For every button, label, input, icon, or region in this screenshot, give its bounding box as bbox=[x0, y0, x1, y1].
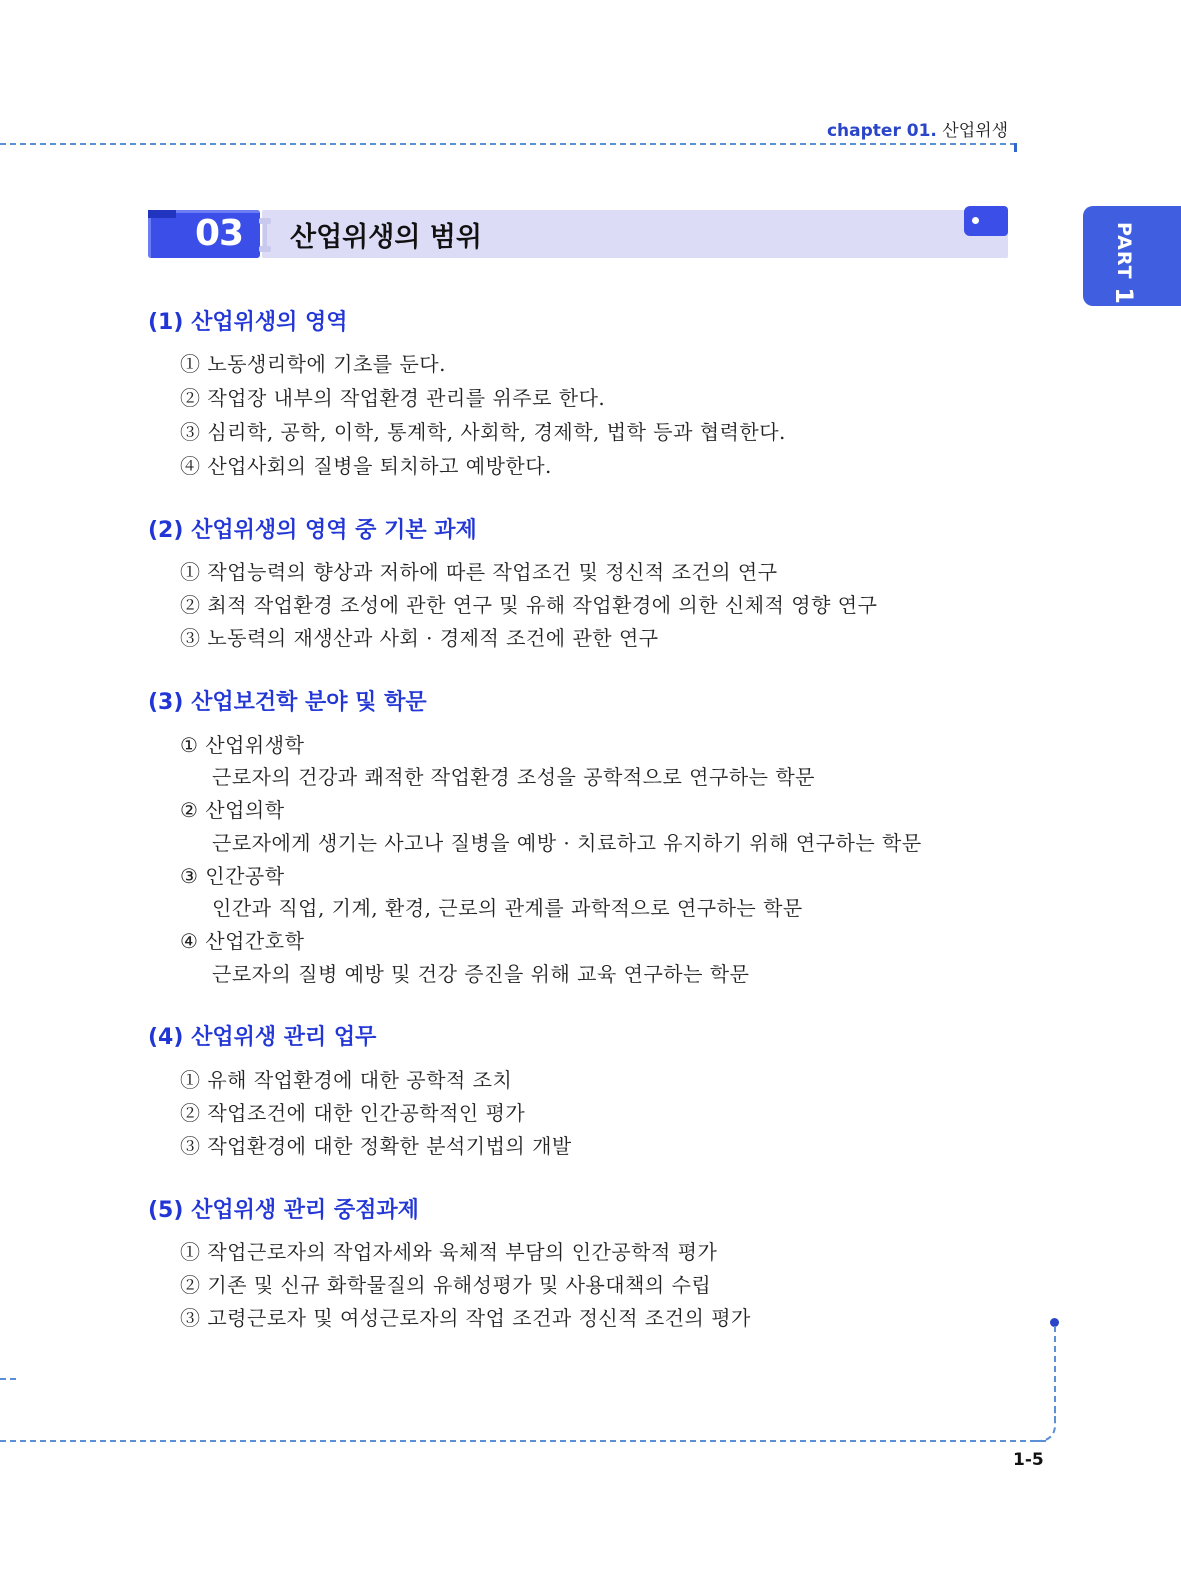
chapter-label: chapter 01. bbox=[826, 121, 937, 141]
banner-clip-icon bbox=[258, 218, 272, 252]
banner-tag-icon bbox=[964, 206, 1008, 236]
field-title: ② 산업의학 bbox=[180, 798, 285, 822]
list-item: ③ 고령근로자 및 여성근로자의 작업 조건과 정신적 조건의 평가 bbox=[180, 1306, 751, 1330]
list-item: ④ 산업사회의 질병을 퇴치하고 예방한다. bbox=[180, 454, 552, 478]
section-heading: (2) 산업위생의 영역 중 기본 과제 bbox=[148, 518, 477, 543]
field-description: 근로자의 질병 예방 및 건강 증진을 위해 교육 연구하는 학문 bbox=[212, 962, 750, 986]
footer-divider bbox=[0, 1440, 1046, 1442]
footer-corner bbox=[1036, 1406, 1056, 1442]
list-item: ① 유해 작업환경에 대한 공학적 조치 bbox=[180, 1068, 513, 1092]
part-number: 1 bbox=[1110, 287, 1138, 305]
section-heading: (4) 산업위생 관리 업무 bbox=[148, 1025, 377, 1050]
list-item: ① 노동생리학에 기초를 둔다. bbox=[180, 352, 446, 376]
section-heading: (3) 산업보건학 분야 및 학문 bbox=[148, 690, 427, 715]
header-divider-tick bbox=[1014, 143, 1017, 152]
part-tab-text bbox=[1110, 222, 1138, 305]
part-label: PART bbox=[1113, 222, 1135, 280]
chapter-title: 산업위생 bbox=[942, 121, 1008, 141]
list-item: ① 작업능력의 향상과 저하에 따른 작업조건 및 정신적 조건의 연구 bbox=[180, 560, 778, 584]
field-title: ④ 산업간호학 bbox=[180, 929, 305, 953]
field-description: 인간과 직업, 기계, 환경, 근로의 관계를 과학적으로 연구하는 학문 bbox=[212, 896, 803, 920]
list-item: ① 작업근로자의 작업자세와 육체적 부담의 인간공학적 평가 bbox=[180, 1240, 718, 1264]
field-description: 근로자에게 생기는 사고나 질병을 예방 · 치료하고 유지하기 위해 연구하는 학문 bbox=[212, 831, 922, 855]
list-item: ② 작업장 내부의 작업환경 관리를 위주로 한다. bbox=[180, 386, 606, 410]
list-item: ③ 심리학, 공학, 이학, 통계학, 사회학, 경제학, 법학 등과 협력한다. bbox=[180, 420, 786, 444]
footer-left-dash bbox=[0, 1378, 16, 1380]
field-title: ① 산업위생학 bbox=[180, 733, 305, 757]
section-heading: (5) 산업위생 관리 중점과제 bbox=[148, 1198, 419, 1223]
section-title: 산업위생의 범위 bbox=[290, 222, 482, 253]
list-item: ② 기존 및 신규 화학물질의 유해성평가 및 사용대책의 수립 bbox=[180, 1273, 712, 1297]
page-number: 1-5 bbox=[1013, 1450, 1044, 1470]
header-divider bbox=[0, 143, 1016, 145]
running-header bbox=[827, 116, 1008, 141]
list-item: ③ 노동력의 재생산과 사회 · 경제적 조건에 관한 연구 bbox=[180, 626, 659, 650]
section-heading: (1) 산업위생의 영역 bbox=[148, 310, 348, 335]
list-item: ③ 작업환경에 대한 정확한 분석기법의 개발 bbox=[180, 1134, 572, 1158]
list-item: ② 최적 작업환경 조성에 관한 연구 및 유해 작업환경에 의한 신체적 영향 연구 bbox=[180, 593, 878, 617]
field-title: ③ 인간공학 bbox=[180, 864, 285, 888]
list-item: ② 작업조건에 대한 인간공학적인 평가 bbox=[180, 1101, 526, 1125]
field-description: 근로자의 건강과 쾌적한 작업환경 조성을 공학적으로 연구하는 학문 bbox=[212, 765, 815, 789]
section-number: 03 bbox=[195, 213, 244, 254]
